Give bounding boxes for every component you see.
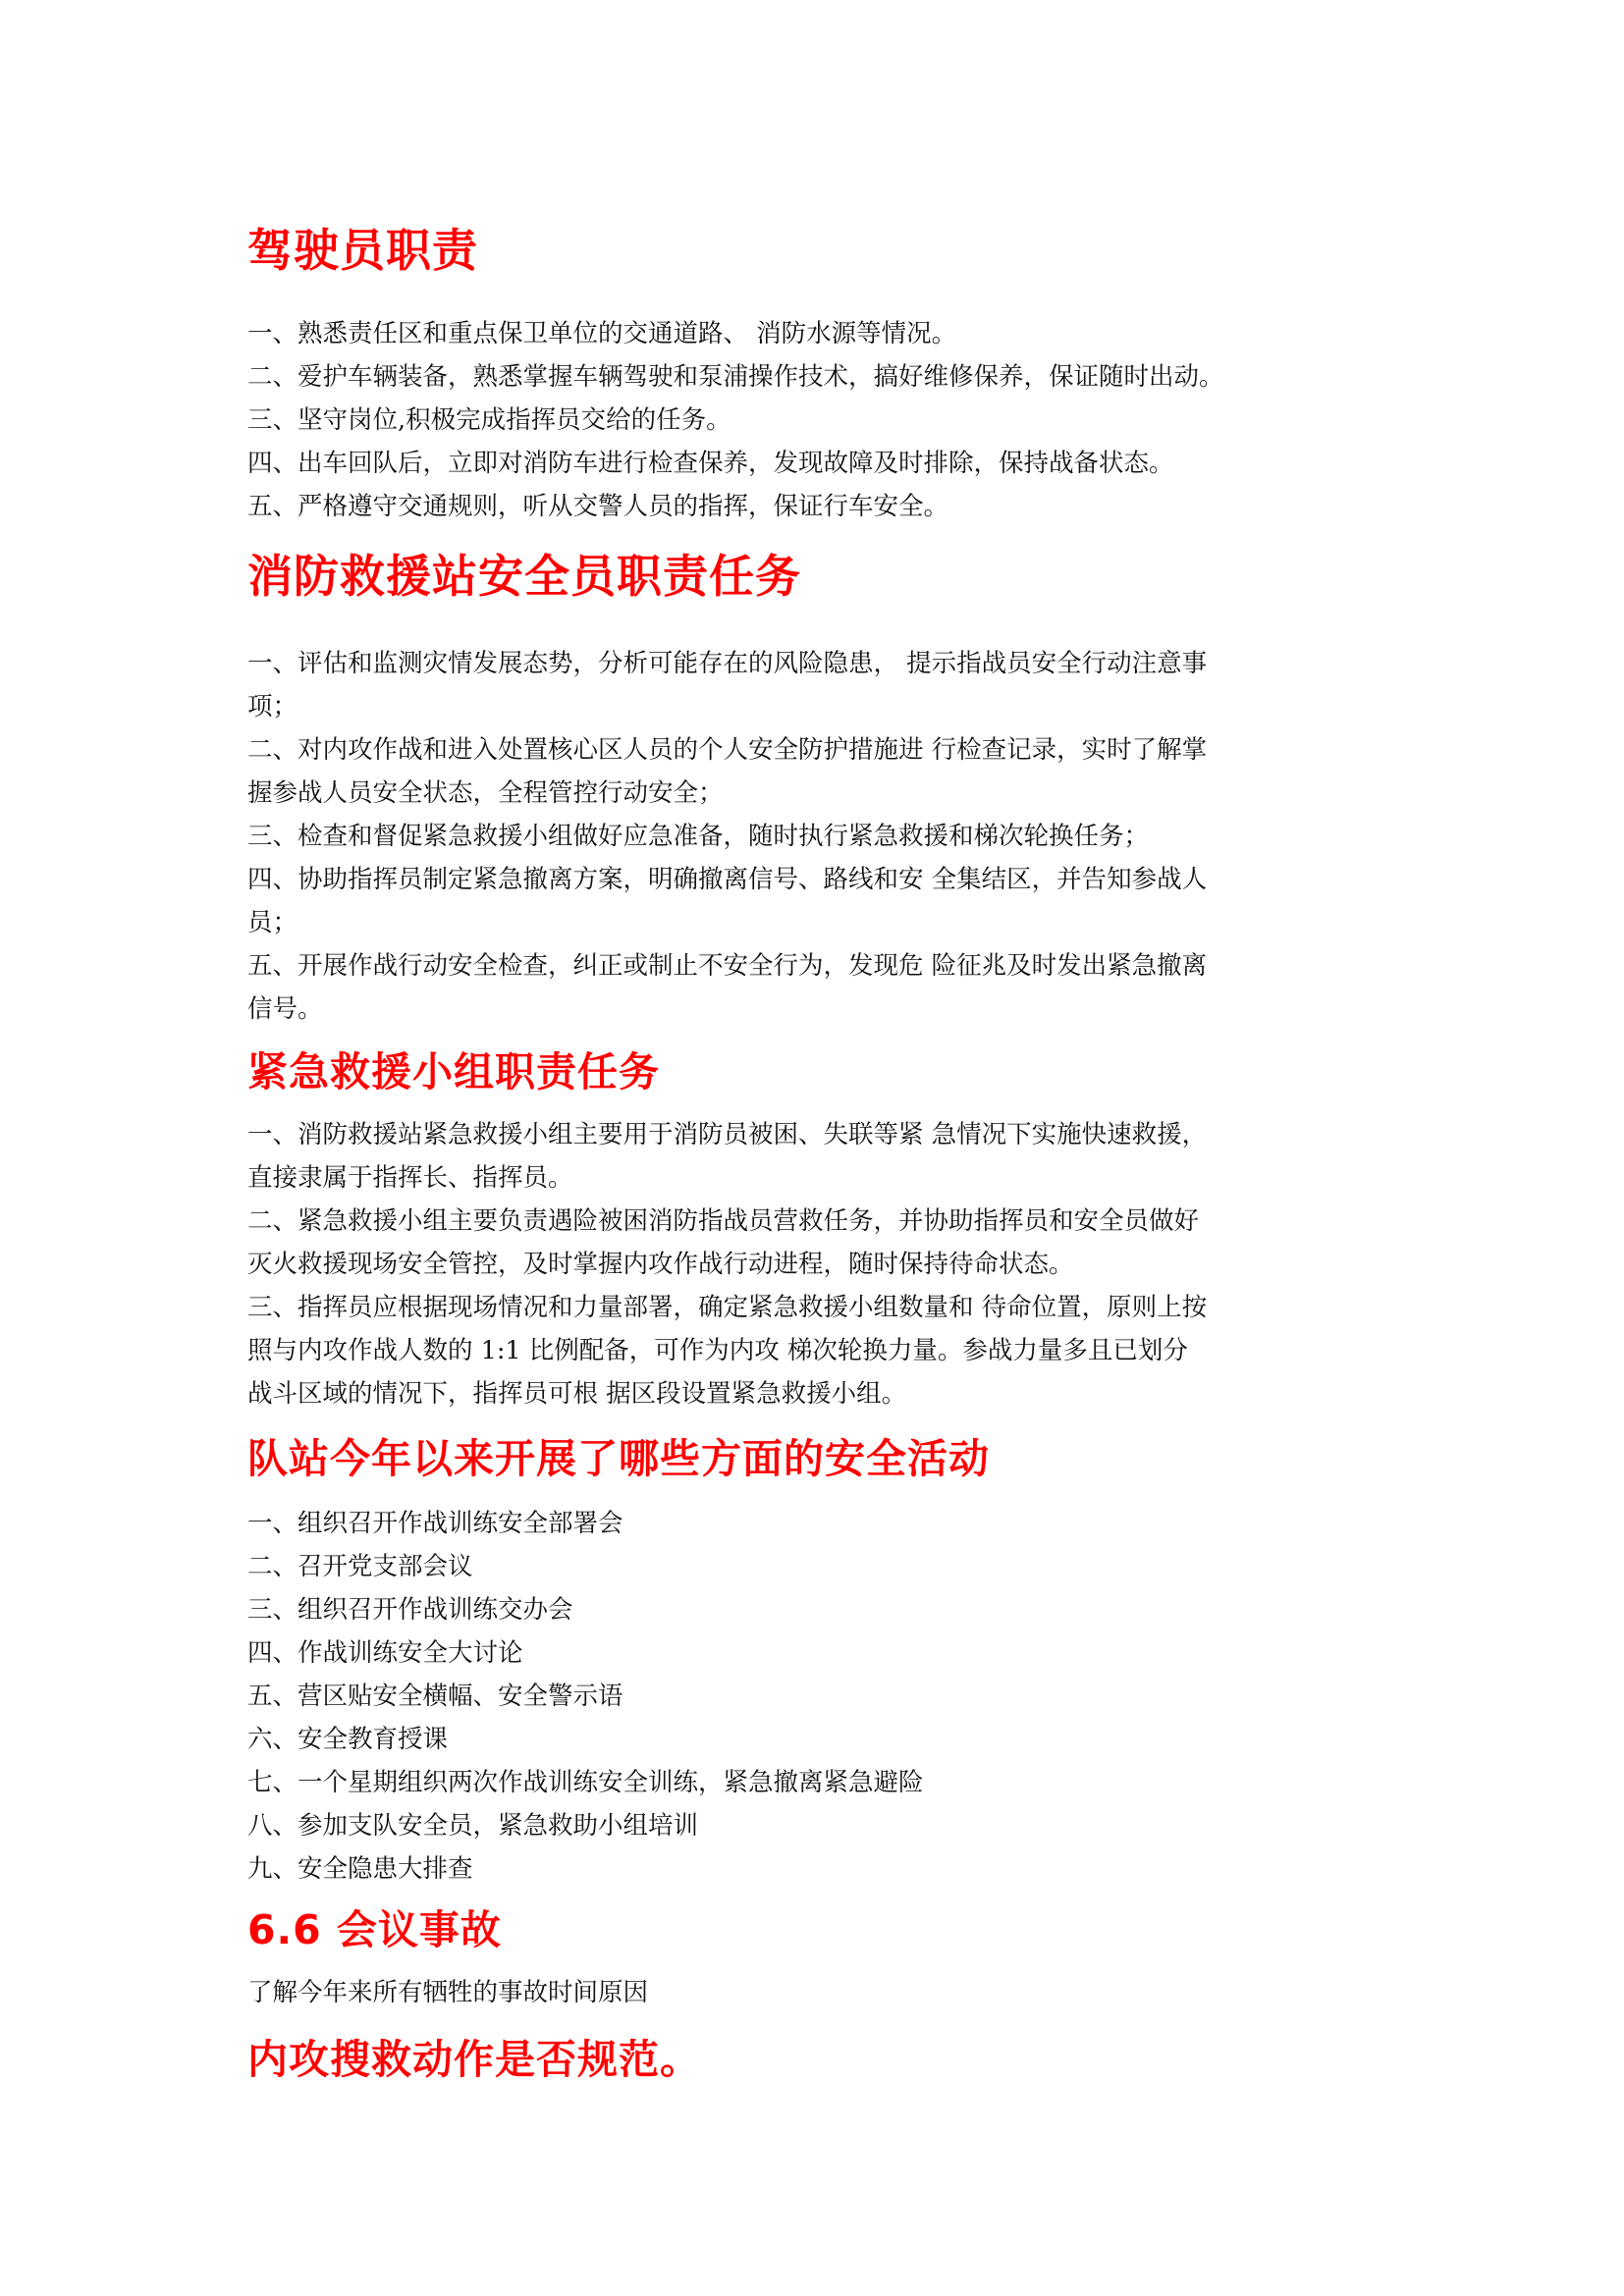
list-item: 五、开展作战行动安全检查，纠正或制止不安全行为，发现危 险征兆及时发出紧急撤离 <box>247 951 1208 981</box>
list-item: 一、消防救援站紧急救援小组主要用于消防员被困、失联等紧 急情况下实施快速救援， <box>247 1120 1208 1149</box>
list-item: 五、严格遵守交通规则，听从交警人员的指挥，保证行车安全。 <box>247 492 949 521</box>
rescue-team-duties-list <box>247 1113 1396 1415</box>
list-item: 八、参加支队安全员，紧急救助小组培训 <box>247 1811 699 1841</box>
list-item: 项； <box>247 692 298 721</box>
section-heading-driver-duties: 驾驶员职责 <box>247 224 478 277</box>
section-heading-interior-search: 内攻搜救动作是否规范。 <box>247 2036 701 2083</box>
list-item: 二、爱护车辆装备，熟悉掌握车辆驾驶和泵浦操作技术，搞好维修保养，保证随时出动。 <box>247 362 1224 392</box>
section-heading-safety-activities: 队站今年以来开展了哪些方面的安全活动 <box>247 1435 990 1482</box>
meeting-accident-text <box>247 1971 1396 2014</box>
list-item: 员； <box>247 908 298 937</box>
list-item: 四、作战训练安全大讨论 <box>247 1638 523 1668</box>
list-item: 五、营区贴安全横幅、安全警示语 <box>247 1682 623 1711</box>
list-item: 握参战人员安全状态，全程管控行动安全； <box>247 778 724 808</box>
safety-activities-list <box>247 1502 1396 1891</box>
list-item: 信号。 <box>247 994 323 1024</box>
section-heading-safety-officer: 消防救援站安全员职责任务 <box>247 550 801 603</box>
list-item: 一、熟悉责任区和重点保卫单位的交通道路、 消防水源等情况。 <box>247 319 957 348</box>
list-item: 六、安全教育授课 <box>247 1725 449 1754</box>
list-item: 一、评估和监测灾情发展态势，分析可能存在的风险隐患， 提示指战员安全行动注意事 <box>247 649 1208 678</box>
list-item: 三、坚守岗位,积极完成指挥员交给的任务。 <box>247 405 731 435</box>
list-item: 战斗区域的情况下，指挥员可根 据区段设置紧急救援小组。 <box>247 1379 907 1409</box>
list-item: 三、组织召开作战训练交办会 <box>247 1595 573 1625</box>
list-item: 了解今年来所有牺牲的事故时间原因 <box>247 1978 649 2007</box>
list-item: 照与内攻作战人数的 1:1 比例配备，可作为内攻 梯次轮换力量。参战力量多且已划分 <box>247 1336 1188 1365</box>
list-item: 二、召开党支部会议 <box>247 1552 473 1581</box>
list-item: 三、指挥员应根据现场情况和力量部署，确定紧急救援小组数量和 待命位置，原则上按 <box>247 1293 1208 1322</box>
section-heading-rescue-team: 紧急救援小组职责任务 <box>247 1048 660 1095</box>
list-item: 七、一个星期组织两次作战训练安全训练，紧急撤离紧急避险 <box>247 1768 924 1797</box>
driver-duties-list <box>247 312 1396 528</box>
list-item: 九、安全隐患大排查 <box>247 1854 473 1884</box>
section-heading-meeting-accident: 6.6 会议事故 <box>247 1906 502 1953</box>
list-item: 三、检查和督促紧急救援小组做好应急准备，随时执行紧急救援和梯次轮换任务； <box>247 822 1150 851</box>
document-page <box>247 218 1396 2089</box>
safety-officer-duties-list <box>247 642 1396 1031</box>
list-item: 灭火救援现场安全管控，及时掌握内攻作战行动进程，随时保持待命状态。 <box>247 1250 1074 1279</box>
list-item: 四、协助指挥员制定紧急撤离方案，明确撤离信号、路线和安 全集结区，并告知参战人 <box>247 865 1208 894</box>
list-item: 二、紧急救援小组主要负责遇险被困消防指战员营救任务，并协助指挥员和安全员做好 <box>247 1206 1200 1236</box>
list-item: 一、组织召开作战训练安全部署会 <box>247 1509 623 1538</box>
list-item: 四、出车回队后，立即对消防车进行检查保养，发现故障及时排除，保持战备状态。 <box>247 449 1174 478</box>
list-item: 二、对内攻作战和进入处置核心区人员的个人安全防护措施进 行检查记录，实时了解掌 <box>247 735 1208 765</box>
list-item: 直接隶属于指挥长、指挥员。 <box>247 1163 573 1193</box>
